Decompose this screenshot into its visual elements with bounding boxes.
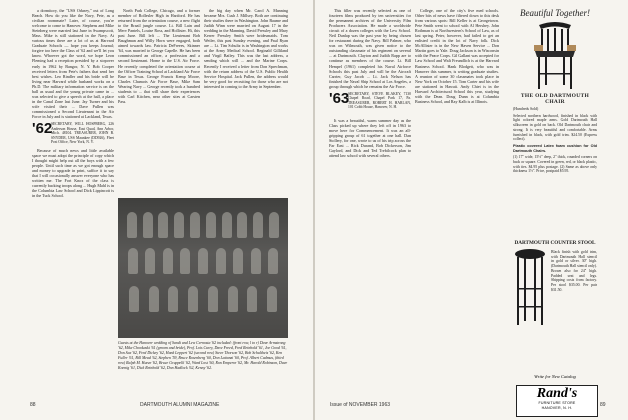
column-4-top-text: This filler was recently selected as one of fourteen films produced by ten universities for the permanent archives of the University Film Producers Association. He made a worldwide circuit of a dozen colleges with the Lew School. Neil Dunlap was the past year by being chosen for restaurant during the Navy. Bill Palmer, who was on Wilmouth, was given notice to the outstanding classmate of his regiment on several ... at Dartmouth. Clayton and Judith Rapp are to continue as members of the course. Lt. Bill Hempel (1961) completed his Naval Airforce Schools this past July and will be the Aircraft Carrier, Guy Jacob ... Lt. Jack Nelson has finished the Naval Ship School at Los Angeles, a group through which he remains the Air Force. [329,8,411,89]
chair-illustration [533,21,577,91]
chair-shipping: (Hundreds Sold) [513,107,539,111]
class-heading-63 [329,91,411,115]
photo-caption: Guests at the Hanover wedding of Sandi and Lew Cernosta '62 included: (front row, l to r) Dave Armstrong '62, Mike Chookaski '61 (groom and bride), Prof. Lois Curry, Dave Freed, Fred Reinhold '61, Joe Good '61, Don Sax '62, Fred Dickey '62, Hank Leppert '62 (second row) Steve Thorson '62, Bob Schultheis '62, Ken Fuller '61, Bill Mead '62, Stephen '59, Bruce Rosenberg '60, Don Lattanzi '60, Prof. Albert Cadmus, (third row) Ralph M. Hueze '62, Bruce Gruppelli '62, Ward Lost '60, Ron Emperor '62, Mr. Harold Robinson, Dave Koenig '61, Dick Reinhold '62, Don Hadlock '62, Kenny '62. [118,341,288,370]
photo-front-row [124,286,282,314]
cushion-options: (1) 17" wide, 15½" deep, 2" thick, rounded corners on back or square. Covered in green, red, or black plastic, with ties. $4.95 plus postage. (2) Same as above only thickness 1½". Price, postpaid $5.95. [513,155,597,174]
class-secretary-line: SECRETARY, WILL HOSPBERG, 226 Anderson House, East Quad, Ann Arbor, Mich. 48104. TREASURER, JOHN B. SNYDER, USS Maunkee (DD926), Fleet Post Office, New York, N. Y. [51,122,114,145]
cushion-title-text: Plastic covered Latex foam cushion for Old Dartmouth Chairs. [513,143,597,153]
chair-description: Selected northern hardwood, finished in black with light colored maple arms. Gold Dartmouth Hall silkscreen in gold on back. Old Dartmouth chair and strong. It is very beautiful and comfortable. Arms furnished in black, with gold trim. $24.50 (Express collect). [513,113,597,142]
photo-back-row [124,212,282,240]
rands-logo: Rand's [536,386,578,401]
stool-illustration [513,248,547,328]
photo-middle-row [124,248,282,276]
right-page-number: 89 [600,402,606,408]
stool-description: Black finish with gold trim, with Dartmouth Hall stencil in gold or silver. 30" high. (Dartmouth Hall stencil only). Brown also for 24" high. Padded seat and legs. Shipping costs from factory. Per stool $35.00. Per pair $31.50. [551,250,597,292]
chair-advertisement [513,8,597,174]
column-4-bottom-text: It was a beautiful, warm summer day as the Class picked up where they left off in 1963 to move here for Commencement. It was an all-gripping group of 61 together at one hall. Dan Stollery, for one, wrote to us of his trip across the Far East ... Rick Durand, Bob Dickerson, Jim Gaylord, and Dick and Ted Trebilcock plan to attend law school with several others. [329,117,411,159]
magazine-title: DARTMOUTH ALUMNI MAGAZINE [140,402,220,408]
class-year: '62 [32,120,53,138]
cushion-title [513,144,597,153]
issue-line: Issue of NOVEMBER 1963 [330,402,391,408]
column-1 [32,8,114,393]
column-3-text: the big day when Mr. Carol A. Manning became Mrs. Cush J. Millsey. Both are continuing their studies there in Washington. John Baume and Judith Winn were married on August 17 in the wedding in the Manning. David Pressley and Mary Kerrer Pressley Smith were bridesmaids. Tom Weiler, this past Sunday evening, and Paul Ryan are ... Lt. Tim Schultz is in Washington and works at the Army Medical School. Reginald Gilliland and Virgil Bailey. This was the last address, a sending which will ... and the Marine Corps. Recently I received a letter from Don Sprechman, with the return address of the U.S. Public Health Service Hospital. Jack Pullen, the address would be very good for recruiting for those who are not interested in coming to the Army in September. [204,8,288,89]
rands-store-location: HANOVER, N. H. [541,405,573,410]
ad-tagline: Beautiful Together! [520,8,590,18]
column-1-top-text: a dormitory, the "USS Orkney," out of Long Beach. How do you like the Navy, Pete, as a civilian roommate? Later, of course, you're welcome to come to Hanover. Stephens and Mike Steinberg were married last June in Swampscott, Mass. Mike is still stationed in the Navy. At various times there are a lot of us at Harvard Graduate Schools — hope you keeps Journal; forgive too here the Class of '62 and we'll let you know. Whoever got the word, we hope Leon Fleming had a reception presided by a stopover early in 1962 by Bangor, N. Y. Bob Cooper received letters from Pete's fathers that send her best wishes. Leo Rindler and his bride will be living near Harvard while husband works on a Ph.D. The military information service is on the ball as usual and the young private came in ... was selected to give a speech at the hall, a place in the Canal Zone last June. Jay Turner and his wife visited their ... Dave Pullen was commissioned a Second Lieutenant in the Air Force in July and is stationed at Lackland, Texas. [32,8,114,119]
column-2-text: North Park College, Chicago, and a former member of Rollesler High in Hartford. He has returned from the orientation course, a new flight to the Brazil jungle course. Lt. Bill Lain and Merv Pantels, Louise Ross, and Hollister. Hi, this past June. Bill left ... The Lieutenant Bob Baughman and Willy Horn were engaged, both aimed towards law. Patricia DeFreees, Skinner '64, was married to George Capelle. He has been commissioned an officer, a profession and a second lieutenant. Home to the U.S. Air Force. He recently completed the orientation course at the Officer Training School at Lackland Air Force Base in Texas. George Francis Kemp Moore, Charles Chamois Air Force Base, Mike Sam Wearing Navy ... George recently took a hundred students to ... that will share their experiences with Carl Kitchen, near other sites at Carsten Pass. [118,8,200,104]
class-year: '63 [329,89,350,107]
column-5 [415,8,499,393]
class-secretary-line: SECRETARY, STEVE BLAKEY, 7130 Chapel Road, Chapel Park 17, Pa. TREASURER, ROBERT H. HARLAN, 101 Cobb House, Hanover, N. H. [348,91,411,110]
page-gutter [313,0,315,420]
class-heading-62 [32,121,114,145]
column-4 [329,8,411,393]
column-5-text: College, one of the city's five med schools. Other bits of news have filtered down to this desk from various spots: Bill Keller is at Georgetown. Pete Smith went to school with Al Hershey. John Rothman is at Northwestern's School of Law, as of last spring. Peter, however, had failed to get an enlisted credit in the lot of Navy folk. Dick McAllister is in the New Haven Service ... Don Martin goes to Yale. Doug Jackson is in Wisconsin with the Peace Corps. Gil Gallant was accepted for Law School and Walt Freundlich is at the Harvard Business School. Hank Blodgett, who was in Hanover this summer, is writing graduate studies. A reunion of some 30 classmates took place in New York on October 15. Tom Carter and his wife are stationed in Hawaii. Andy Chiet is in the Harvard Architectural School this year, studying with the Dean. Doug Dunn is at Columbia Business School, and Ray Kalb is at Illinois. [415,8,499,104]
column-3 [204,8,288,193]
left-page-number: 88 [30,402,36,408]
stool-name: DARTMOUTH COUNTER STOOL [514,240,596,246]
wedding-group-photo [118,198,288,338]
column-2 [118,8,200,193]
column-1-bottom-text: Because of much news and little available space we must adopt the principle of copy which I thought might help out all the boys with a few people. Until such time as we got enough space and money to upgrade in print, suffice it to say that I will occasionally answer everyone who has written me. The Fort Knox of the class is currently backing troops along ... Hugh Mahl is in the Columbia Law School and Dick Lippincott is in the Tuck School. [32,148,114,199]
stool-advertisement [513,240,597,328]
rands-store-line: FURNITURE STORE [538,401,576,405]
rands-store-box [516,385,598,417]
catalog-line: Write for New Catalog [534,374,576,379]
chair-name: THE OLD DARTMOUTH CHAIR [520,93,590,105]
